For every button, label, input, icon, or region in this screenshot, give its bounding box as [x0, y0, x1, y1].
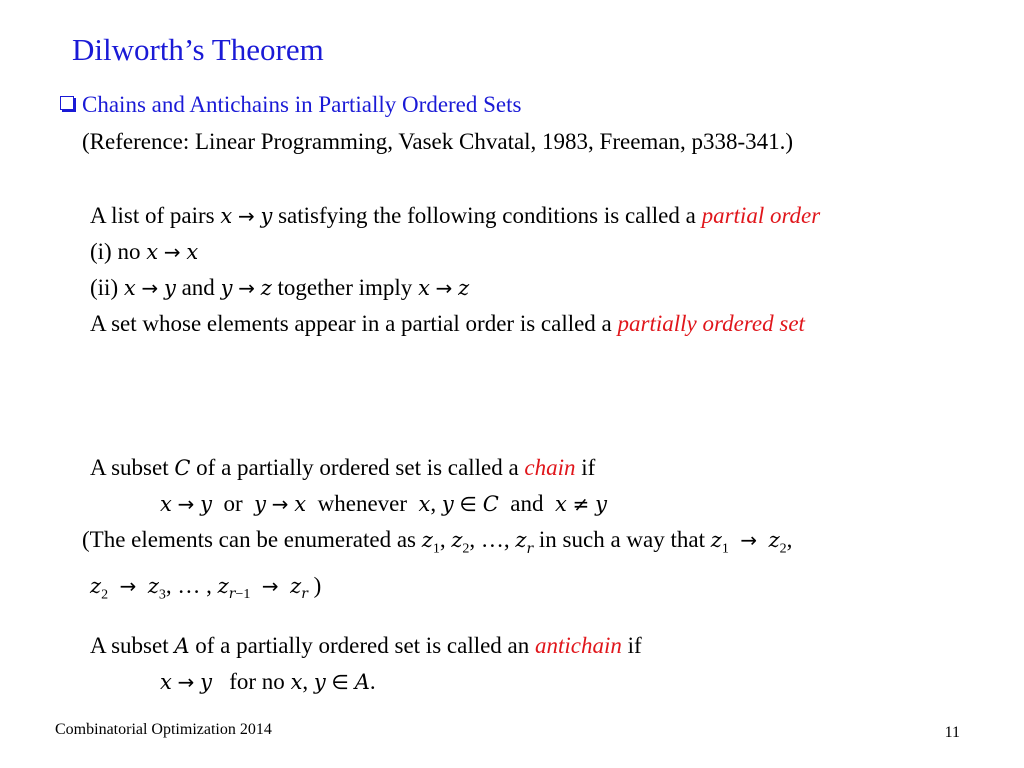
poset-sentence: A set whose elements appear in a partial order is called a partially ordered set: [90, 311, 805, 336]
term-chain: chain: [524, 455, 576, 480]
antichain-definition: [90, 628, 968, 700]
chain-condition: x → y or y → x whenever x, y ∈ C and x ≠ y: [160, 491, 607, 516]
term-partially-ordered-set: partially ordered set: [617, 311, 805, 336]
chain-sentence: A subset C of a partially ordered set is called a chain if: [90, 455, 596, 480]
footer-course: Combinatorial Optimization 2014: [55, 721, 272, 738]
antichain-sentence: A subset A of a partially ordered set is called an antichain if: [90, 633, 642, 658]
condition-ii: (ii) x → y and y → z together imply x → z: [90, 275, 470, 300]
reference-line: (Reference: Linear Programming, Vasek Chvatal, 1983, Freeman, p338-341.): [82, 129, 794, 154]
term-antichain: antichain: [535, 633, 622, 658]
chain-enumeration: (The elements can be enumerated as $z_1$, $z_2$, …, $z_r$ in such a way that $z_1 \to z_2$, $z_2 \to z_3$, … , $z_{r-1} \to z_r$ ): [82, 527, 793, 603]
partial-order-sentence: A list of pairs x → y satisfying the following conditions is called a partial order: [90, 203, 821, 228]
checkbox-bullet-icon: [60, 96, 74, 110]
bullet-heading: [60, 92, 521, 118]
slide-title: Dilworth’s Theorem: [72, 32, 324, 67]
chain-definition: [90, 450, 968, 522]
page-number: 11: [944, 724, 960, 741]
bullet-text: Chains and Antichains in Partially Ordered Sets: [82, 92, 522, 117]
partial-order-definition: [90, 198, 968, 342]
condition-i: (i) no x → x: [90, 239, 199, 264]
term-partial-order: partial order: [701, 203, 821, 228]
antichain-condition: x → y for no x, y ∈ A.: [160, 669, 376, 694]
